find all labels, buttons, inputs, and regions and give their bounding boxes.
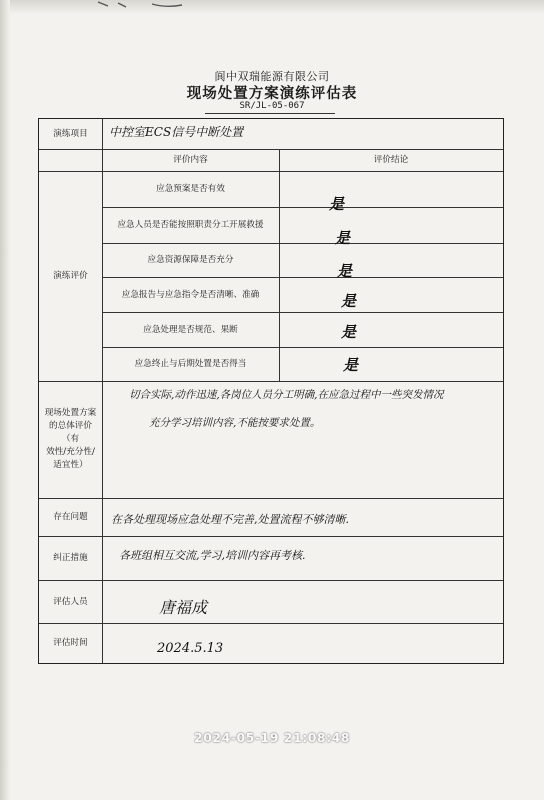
assessor-signature: 唐福成 (159, 598, 208, 617)
eval-item: 应急报告与应急指令是否清晰、准确 (121, 289, 260, 300)
row-divider (39, 580, 503, 581)
eval-item: 应急终止与后期处置是否得当 (134, 359, 247, 369)
assessor-label: 评估人员 (53, 596, 88, 607)
overall-label-line: 效性/充分性/ (46, 447, 95, 457)
overall-label-line: 的总体评价 (49, 421, 92, 431)
content-header: 评价内容 (173, 155, 208, 165)
overall-label-line: 适宜性） (53, 460, 88, 470)
top-edge-marks (96, 0, 196, 10)
page-left-edge (0, 0, 10, 800)
corrective-text: 各班组相互交流,学习,培训内容再考核. (119, 549, 306, 562)
row-divider (39, 381, 503, 382)
project-label: 演练项目 (53, 129, 88, 139)
eval-result: 是 (343, 356, 359, 374)
issues-text: 在各处理现场应急处理不完善,处置流程不够清晰. (111, 513, 349, 526)
conclusion-header: 评价结论 (373, 155, 409, 165)
row-divider (39, 623, 503, 624)
row-divider (39, 536, 503, 537)
corrective-label: 纠正措施 (53, 553, 88, 563)
project-value: 中控室ECS信号中断处置 (109, 125, 244, 139)
overall-text-line: 切合实际,动作迅速,各岗位人员分工明确,在应急过程中一些突发情况 (129, 389, 444, 401)
eval-result: 是 (335, 229, 351, 247)
photo-timestamp: 2024-05-19 21:08:48 (194, 730, 350, 745)
date-label: 评估时间 (53, 638, 88, 648)
overall-label (39, 381, 102, 498)
issues-label: 存在问题 (53, 512, 88, 522)
row-divider (39, 498, 503, 499)
evaluation-label: 演练评价 (53, 271, 88, 281)
page-top-edge (0, 0, 544, 14)
eval-result: 是 (341, 323, 357, 341)
document-code: SR/JL-05-067 (239, 101, 305, 111)
eval-item: 应急处理是否规范、果断 (143, 324, 238, 335)
eval-result: 是 (337, 262, 353, 280)
code-underline (205, 113, 335, 114)
overall-label-line: （有 (61, 434, 80, 444)
column-divider (279, 149, 280, 381)
eval-item: 应急预案是否有效 (156, 184, 225, 194)
evaluation-table (38, 118, 504, 664)
company-name: 阆中双瑞能源有限公司 (214, 70, 330, 83)
document-title: 现场处置方案演练评估表 (186, 86, 358, 102)
eval-result: 是 (329, 195, 345, 213)
overall-label-line: 现场处置方案 (44, 408, 97, 418)
eval-item: 应急人员是否能按照职责分工开展救援 (117, 220, 264, 230)
date-value: 2024.5.13 (157, 641, 224, 656)
eval-item: 应急资源保障是否充分 (147, 255, 234, 265)
eval-result: 是 (341, 292, 357, 310)
overall-text-line: 充分学习培训内容,不能按要求处置。 (149, 417, 321, 429)
